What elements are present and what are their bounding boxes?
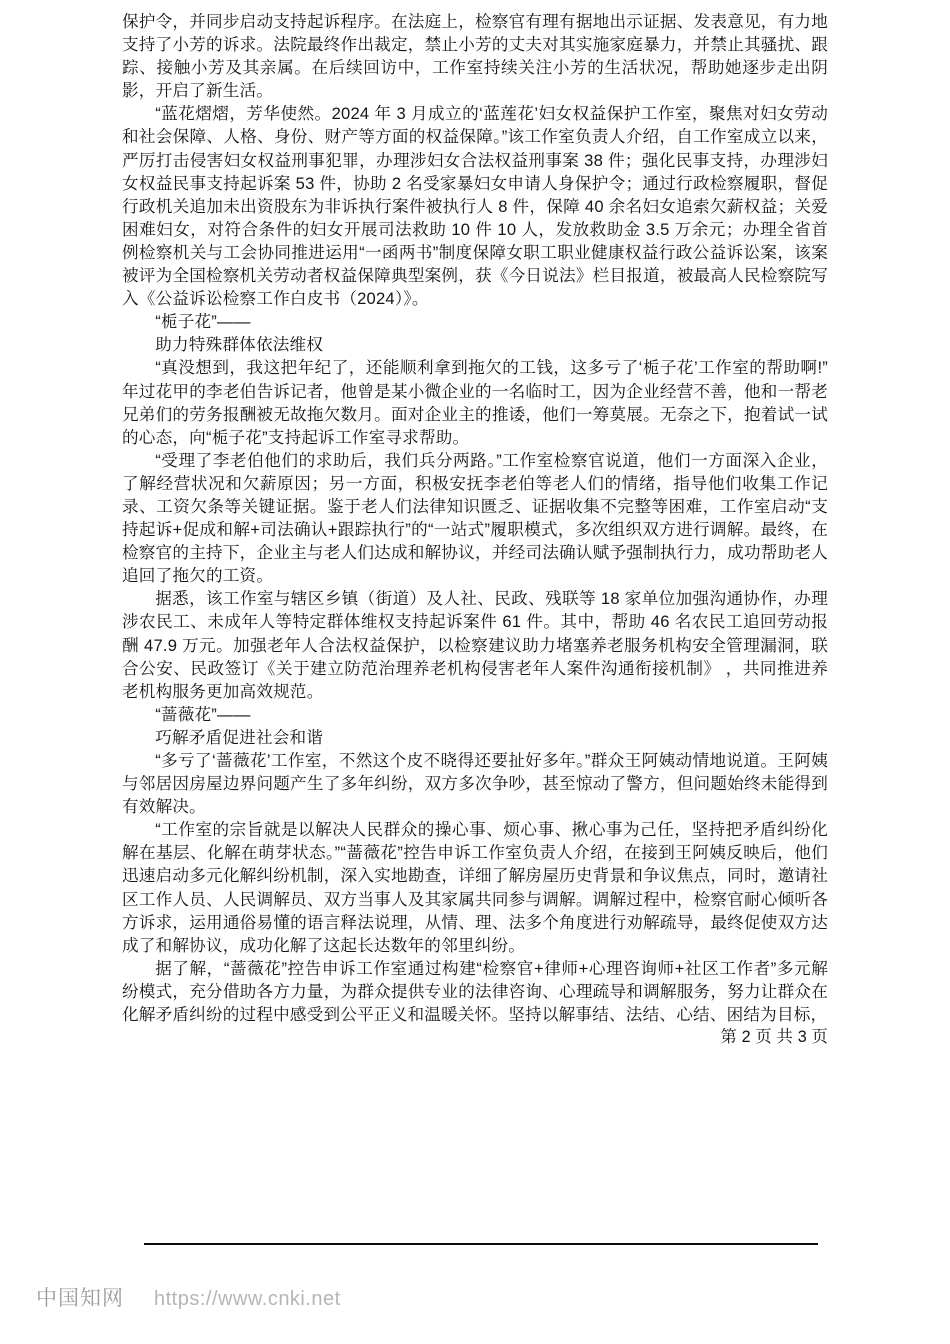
paragraph: “受理了李老伯他们的求助后，我们兵分两路。”工作室检察官说道，他们一方面深入企业，了解经营状况和欠薪原因；另一方面，积极安抚李老伯等老人们的情绪，指导他们收集工作记录、工资欠条等关键证据。鉴于老人们法律知识匮乏、证据收集不完整等困难，工作室启动“支持起诉+促成和解+司法确认+跟踪执行”的“一站式”履职模式，多次组织双方进行调解。最终，在检察官的主持下，企业主与老人们达成和解协议，并经司法确认赋予强制执行力，成功帮助老人追回了拖欠的工资。 — [122, 450, 828, 586]
paragraph: “栀子花”—— — [155, 312, 251, 332]
footer-divider — [144, 1243, 818, 1245]
paragraph: 巧解矛盾促进社会和谐 — [155, 727, 324, 747]
paragraph: “真没想到，我这把年纪了，还能顺利拿到拖欠的工钱，这多亏了‘栀子花’工作室的帮助啊!”年过花甲的李老伯告诉记者，他曾是某小微企业的一名临时工，因为企业经营不善，他和一帮老兄弟们的劳务报酬被无故拖欠数月。面对企业主的推诿，他们一筹莫展。无奈之下，抱着试一试的心态，向“栀子花”支持起诉工作室寻求帮助。 — [122, 358, 828, 447]
paragraph: “多亏了‘蔷薇花’工作室，不然这个皮不晓得还要扯好多年。”群众王阿姨动情地说道。王阿姨与邻居因房屋边界问题产生了多年纠纷，双方多次争吵，甚至惊动了警方，但问题始终未能得到有效解决。 — [122, 751, 828, 817]
paragraph: “蓝花熠熠，芳华使然。2024 年 3 月成立的‘蓝莲花’妇女权益保护工作室，聚焦对妇女劳动和社会保障、人格、身份、财产等方面的权益保障。”该工作室负责人介绍，自工作室成立以来，严厉打击侵害妇女权益刑事犯罪，办理涉妇女合法权益刑事案 38 件；强化民事支持，办理涉妇女权益民事支持起诉案 53 件，协助 2 名受家暴妇女申请人身保护令；通过行政检察履职，督促行政机关追加未出资股东为非诉执行案件被执行人 8 件，保障 40 余名妇女追索欠薪权益；关爱困难妇女，对符合条件的妇女开展司法救助 10 件 10 人，发放救助金 3.5 万余元；办理全省首例检察机关与工会协同推进运用“一函两书”制度保障女职工职业健康权益行政公益诉讼案，该案被评为全国检察机关劳动者权益保障典型案例，获《今日说法》栏目报道，被最高人民检察院写入《公益诉讼检察工作白皮书（2024）》。 — [122, 104, 828, 309]
paragraph: “蔷薇花”—— — [155, 704, 251, 724]
paragraph: 据悉，该工作室与辖区乡镇（街道）及人社、民政、残联等 18 家单位加强沟通协作，办理涉农民工、未成年人等特定群体维权支持起诉案件 61 件。其中，帮助 46 名农民工追回劳动报酬 47.9 万元。加强老年人合法权益保护，以检察建议助力堵塞养老服务机构安全管理漏洞，联合公安、民政签订《关于建立防范治理养老机构侵害老年人案件沟通衔接机制》 ，共同推进养老机构服务更加高效规范。 — [122, 589, 828, 701]
cnki-url-text: https://www.cnki.net — [154, 1288, 341, 1310]
site-footer — [36, 1282, 341, 1312]
cnki-brand-label: 中国知网 — [36, 1287, 124, 1310]
paragraph: “工作室的宗旨就是以解决人民群众的操心事、烦心事、揪心事为己任，坚持把矛盾纠纷化解在基层、化解在萌芽状态。”“蔷薇花”控告申诉工作室负责人介绍，在接到王阿姨反映后，他们迅速启动多元化解纠纷机制，深入实地勘查，详细了解房屋历史背景和争议焦点，同时，邀请社区工作人员、人民调解员、双方当事人及其家属共同参与调解。调解过程中，检察官耐心倾听各方诉求，运用通俗易懂的语言释法说理，从情、理、法多个角度进行劝解疏导，最终促使双方达成了和解协议，成功化解了这起长达数年的邻里纠纷。 — [122, 820, 828, 955]
document-body — [122, 10, 828, 1049]
page-number: 第 2 页 共 3 页 — [720, 1028, 828, 1047]
paragraph: 助力特殊群体依法维权 — [155, 335, 324, 355]
paragraph: 据了解，“蔷薇花”控告申诉工作室通过构建“检察官+律师+心理咨询师+社区工作者”多元解纷模式，充分借助各方力量，为群众提供专业的法律咨询、心理疏导和调解服务，努力让群众在化解矛盾纠纷的过程中感受到公平正义和温暖关怀。坚持以解事结、法结、心结、困结为目标， — [122, 958, 828, 1025]
paragraph: 保护令，并同步启动支持起诉程序。在法庭上，检察官有理有据地出示证据、发表意见，有力地支持了小芳的诉求。法院最终作出裁定，禁止小芳的丈夫对其实施家庭暴力，并禁止其骚扰、跟踪、接触小芳及其亲属。在后续回访中，工作室持续关注小芳的生活状况，帮助她逐步走出阴影，开启了新生活。 — [122, 12, 828, 101]
